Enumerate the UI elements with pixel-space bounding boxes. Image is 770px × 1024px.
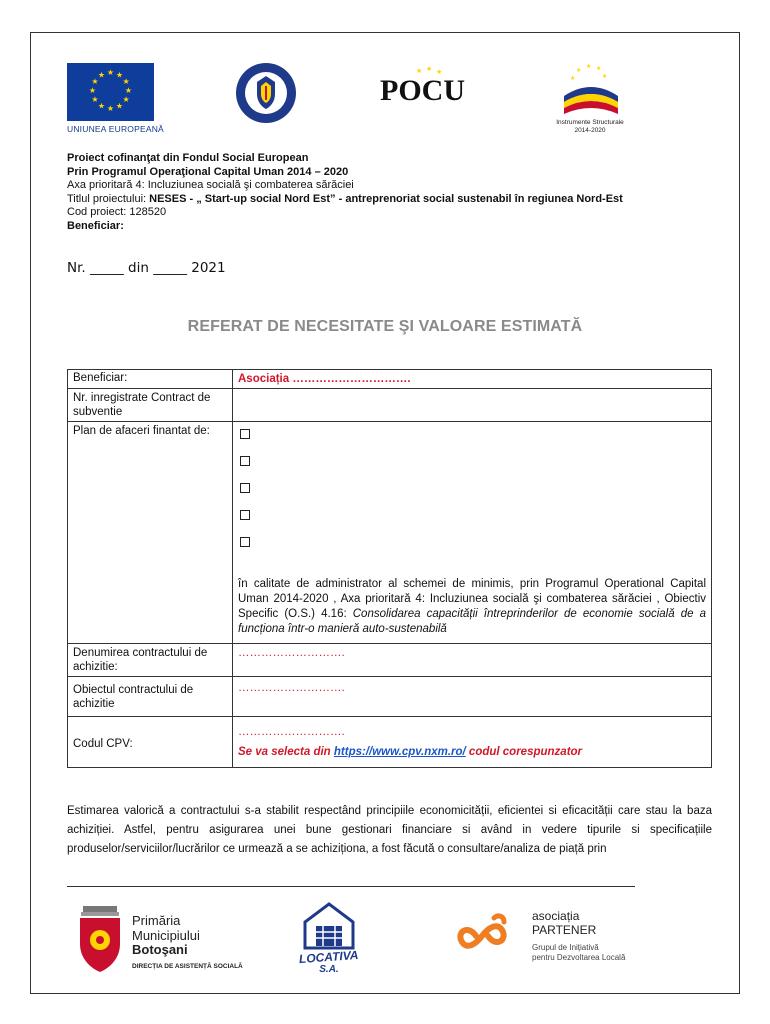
plan-checkbox-3[interactable]: [240, 483, 250, 493]
beneficiar-value-cell[interactable]: [233, 370, 712, 389]
minimis-paragraph: [238, 577, 706, 637]
svg-text:★: ★: [596, 65, 602, 72]
project-line2: Prin Programul Operaţional Capital Uman 2014 – 2020: [67, 165, 349, 178]
denumire-label: Denumirea contractului de achizitie:: [73, 647, 208, 673]
plan-checkbox-1[interactable]: [240, 429, 250, 439]
cpv-label: Codul CPV:: [73, 738, 133, 750]
table-row: [68, 422, 712, 644]
botosani-line3: Botoşani: [132, 942, 188, 957]
cpv-note: [238, 745, 706, 759]
partner-sub-line2: pentru Dezvoltarea Locală: [532, 953, 626, 962]
plan-checkbox-5[interactable]: [240, 537, 250, 547]
table-row: [68, 677, 712, 717]
svg-text:★: ★: [122, 77, 130, 86]
pocu-wordmark: POCU: [380, 74, 465, 107]
eu-label: UNIUNEA EUROPEANĂ: [67, 124, 164, 134]
partner-line2: PARTENER: [532, 922, 597, 937]
project-info: [67, 152, 623, 234]
eu-flag-logo: [67, 63, 154, 121]
svg-text:★: ★: [576, 67, 582, 74]
denumire-label-cell: [68, 644, 233, 677]
cpv-value[interactable]: ……………………….: [238, 726, 345, 738]
locativa-name: LOCATIVA: [298, 947, 359, 967]
is-label-line1: Instrumente Structurale: [556, 119, 624, 126]
project-title: NESES - „ Start-up social Nord Est” - antreprenoriat social sustenabil în regiunea Nord-Est: [149, 192, 623, 205]
obiectul-label-cell: [68, 677, 233, 717]
svg-text:★: ★: [91, 95, 99, 104]
table-row: [68, 370, 712, 389]
svg-text:★: ★: [88, 86, 97, 95]
botosani-line1: Primăria: [132, 913, 181, 928]
partner-subtitle: [532, 943, 625, 963]
botosani-name: [132, 914, 200, 958]
cpv-link[interactable]: https://www.cpv.nxm.ro/: [333, 746, 466, 758]
plan-label-cell: [68, 422, 233, 644]
denumire-value[interactable]: ……………………….: [238, 647, 345, 659]
svg-text:★: ★: [602, 73, 608, 80]
government-seal-logo: [235, 62, 297, 124]
nr-contract-label: Nr. inregistrate Contract de subventie: [73, 392, 211, 418]
minimis-italic: Consolidarea capacității întreprinderilor de economie socială de a funcționa într-o manieră auto-sustenabilă: [238, 608, 706, 635]
botosani-crest-icon: [75, 902, 125, 974]
partner-infinity-icon: [450, 912, 520, 960]
document-title: REFERAT DE NECESITATE ŞI VALOARE ESTIMATĂ: [187, 318, 583, 335]
svg-text:★: ★: [416, 67, 423, 75]
project-beneficiar: Beneficiar:: [67, 219, 124, 232]
plan-checkbox-4[interactable]: [240, 510, 250, 520]
plan-checkbox-2[interactable]: [240, 456, 250, 466]
botosani-department: DIRECȚIA DE ASISTENȚĂ SOCIALĂ: [132, 963, 243, 970]
obiectul-value[interactable]: ……………………….: [238, 682, 345, 694]
svg-text:★: ★: [586, 63, 592, 70]
document-number-line: Nr. _____ din _____ 2021: [67, 260, 226, 276]
beneficiar-value[interactable]: Asociația ………………………….: [238, 373, 411, 385]
nr-contract-label-cell: [68, 389, 233, 422]
svg-text:★: ★: [115, 101, 124, 111]
svg-text:★: ★: [115, 70, 124, 80]
partner-name: [532, 910, 596, 937]
svg-text:★: ★: [97, 70, 106, 80]
obiectul-label: Obiectul contractului de achizitie: [73, 684, 194, 710]
minimis-text: în calitate de administrator al schemei de minimis, prin Programul Operational Capital Uman 2014-2020 , Axa prioritară 4: Incluziunea socială şi combaterea sărăciei , Obiectiv Specific (O.S.) 4.16:: [238, 578, 706, 620]
partner-line1: asociația: [532, 909, 580, 923]
svg-text:★: ★: [436, 68, 443, 76]
cpv-note-suffix: codul corespunzator: [465, 746, 583, 758]
cpv-label-cell: [68, 717, 233, 768]
svg-text:★: ★: [122, 95, 130, 104]
nr-contract-value-cell[interactable]: [233, 389, 712, 422]
footer-divider: [67, 886, 635, 887]
project-code: Cod proiect: 128520: [67, 206, 167, 219]
denumire-value-cell[interactable]: [233, 644, 712, 677]
svg-text:★: ★: [106, 68, 115, 77]
locativa-logo: [290, 902, 368, 974]
svg-text:★: ★: [124, 86, 133, 95]
beneficiar-label: Beneficiar:: [73, 372, 128, 384]
instrumente-structurale-label: [545, 119, 635, 135]
table-row: [68, 389, 712, 422]
pocu-logo: [378, 66, 470, 112]
project-title-prefix: Titlul proiectului:: [67, 192, 150, 205]
table-row: [68, 717, 712, 768]
project-line3: Axa prioritară 4: Incluziunea socială şi combaterea sărăciei: [67, 179, 354, 192]
obiectul-value-cell[interactable]: [233, 677, 712, 717]
botosani-line2: Municipiului: [132, 927, 200, 943]
locativa-sa: S.A.: [319, 964, 339, 974]
plan-label: Plan de afaceri finantat de:: [73, 425, 210, 437]
svg-text:★: ★: [91, 77, 99, 86]
project-line1: Proiect cofinanţat din Fondul Social European: [67, 152, 309, 164]
cpv-value-cell[interactable]: [233, 717, 712, 768]
cpv-note-prefix: Se va selecta din: [238, 746, 334, 758]
is-label-line2: 2014-2020: [574, 127, 606, 134]
svg-text:★: ★: [570, 75, 576, 82]
svg-text:★: ★: [426, 66, 433, 73]
plan-value-cell: [233, 422, 712, 644]
beneficiar-label-cell: [68, 370, 233, 389]
estimare-paragraph: Estimarea valorică a contractului s-a stabilit respectând principiile economicității, eficientei si eficacității care stau la baza achiziției. Astfel, pentru asigurarea unei bune gestionari financiare si având in vedere tipurile si specificațiile produselor/serviciilor/lucrărilor ce urmează a se achiziționa, a fost făcută o consultare/analiza de piață prin: [67, 805, 712, 855]
project-title-line: [67, 193, 623, 207]
partner-sub-line1: Grupul de Inițiativă: [532, 943, 599, 952]
referat-table: [67, 369, 712, 768]
svg-text:★: ★: [106, 104, 115, 113]
svg-text:★: ★: [97, 101, 106, 111]
table-row: [68, 644, 712, 677]
instrumente-structurale-logo: [558, 60, 624, 118]
